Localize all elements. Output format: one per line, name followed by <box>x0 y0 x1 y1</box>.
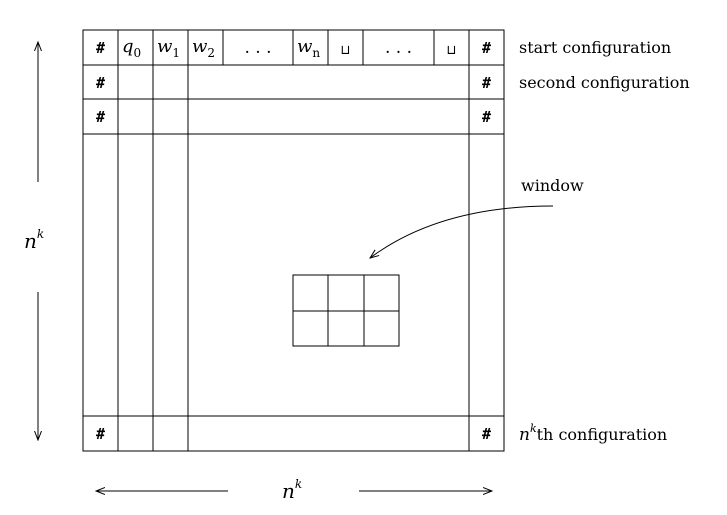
hash-symbol: # <box>95 39 106 57</box>
last-configuration-label: $n^kth$ configuration <box>519 422 668 445</box>
hash-symbol: # <box>95 74 106 92</box>
input-symbol-cell: $w_1$ <box>157 36 181 60</box>
blank-symbol: ⊔ <box>446 43 457 58</box>
blank-symbol: ⊔ <box>340 43 351 58</box>
input-symbol-cell: $w_2$ <box>192 36 216 60</box>
horizontal-dimension <box>96 477 492 503</box>
hash-symbol: # <box>95 108 106 126</box>
window-grid <box>293 275 399 346</box>
hash-symbol: # <box>481 74 492 92</box>
ellipsis: . . . <box>244 38 272 58</box>
window-pointer-arrow <box>370 206 553 258</box>
hash-symbol: # <box>481 39 492 57</box>
tableau-border <box>83 30 504 451</box>
vertical-dimension-label: $n^k$ <box>24 227 45 253</box>
ellipsis: . . . <box>384 38 413 58</box>
hash-symbol: # <box>481 108 492 126</box>
tableau-grid <box>83 30 504 451</box>
hash-symbol: # <box>481 425 492 443</box>
hash-symbol: # <box>95 425 106 443</box>
start-row-cells <box>122 36 457 60</box>
window-label: window <box>521 176 584 195</box>
start-state-cell: $q_0$ <box>122 36 142 60</box>
horizontal-dimension-label: $n^k$ <box>282 477 303 503</box>
vertical-dimension <box>24 42 44 440</box>
start-configuration-label: start configuration <box>519 38 672 57</box>
second-configuration-label: second configuration <box>519 73 690 92</box>
border-symbols <box>96 39 491 443</box>
input-symbol-cell: $w_n$ <box>297 36 321 60</box>
